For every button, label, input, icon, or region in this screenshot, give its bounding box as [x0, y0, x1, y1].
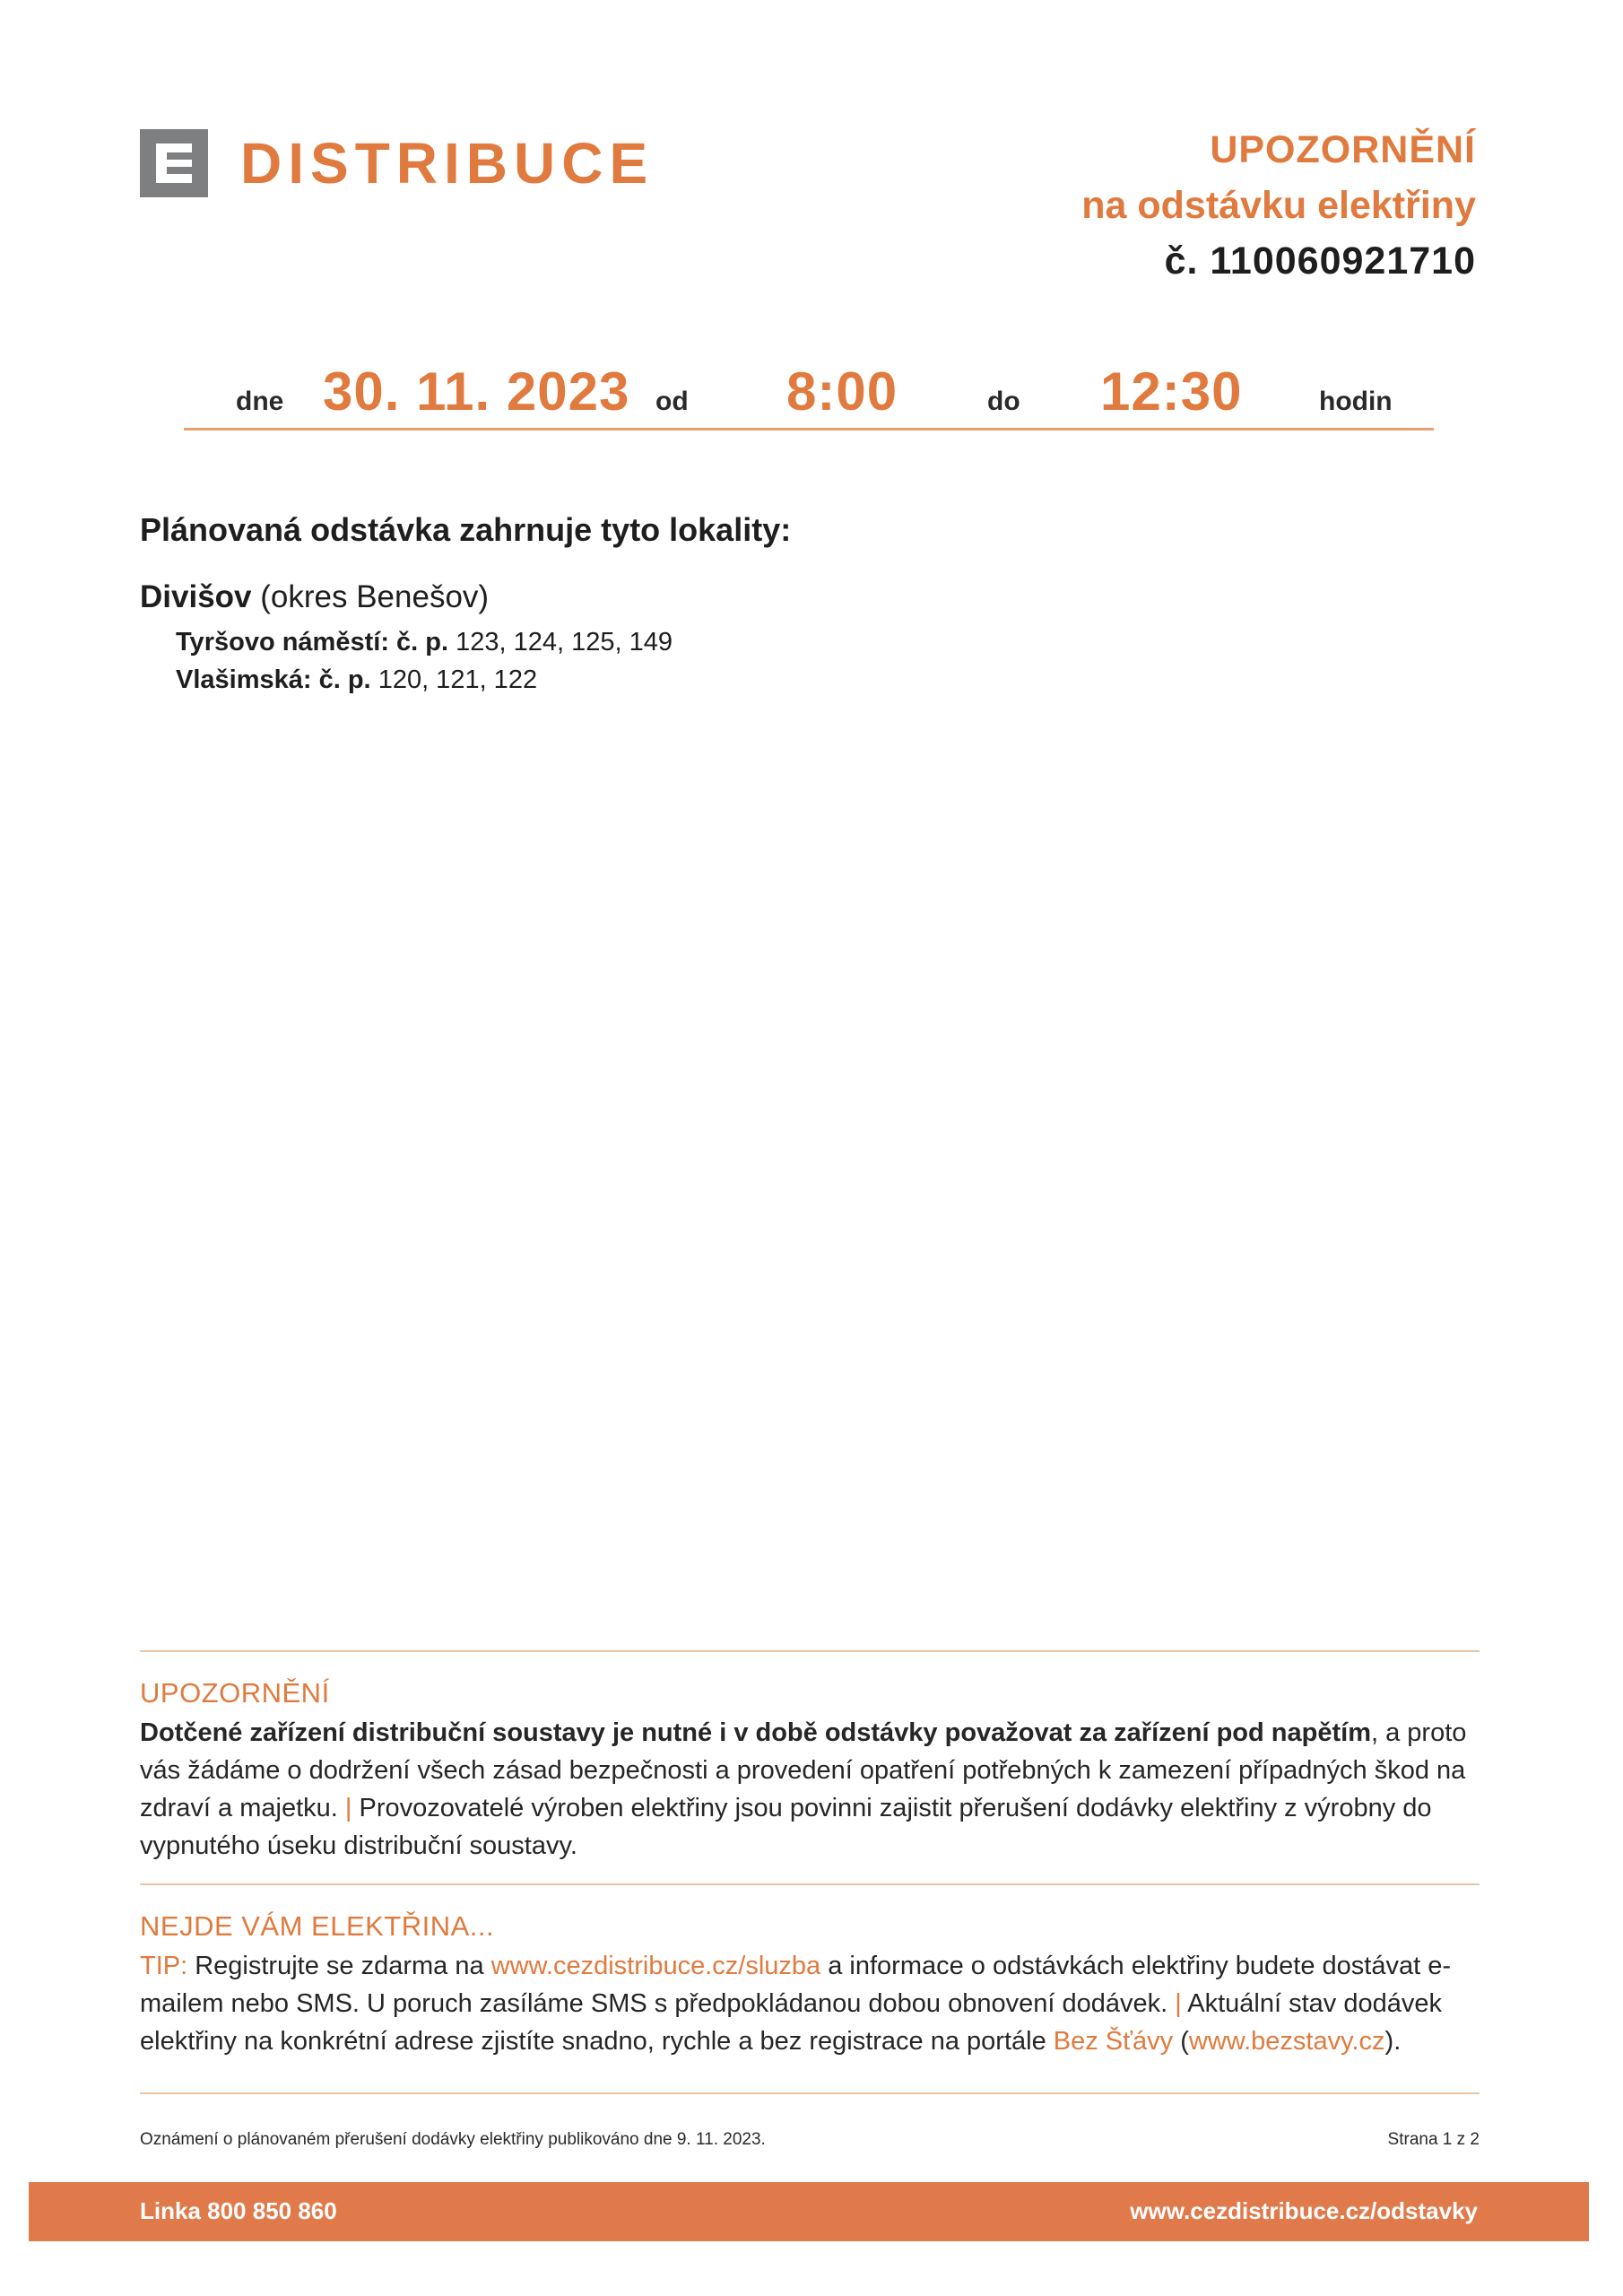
footer-bar [29, 2182, 1589, 2241]
locality-town [140, 579, 489, 615]
separator: | [1175, 1989, 1182, 2018]
street-name: Tyršovo náměstí: č. p. [176, 628, 449, 657]
street-numbers: 123, 124, 125, 149 [456, 628, 673, 657]
localities-title: Plánovaná odstávka zahrnuje tyto lokality: [140, 511, 792, 548]
separator: | [344, 1794, 352, 1822]
divider [140, 1650, 1480, 1652]
info-text-part: a informace o odstávkách elektřiny budete dostávat e-mailem nebo SMS. U poruch zasíláme SMS s předpokládanou dobou obnovení dodávek. [140, 1952, 1452, 2018]
info-title: NEJDE VÁM ELEKTŘINA... [140, 1910, 495, 1942]
outages-website-link[interactable]: www.cezdistribuce.cz/odstavky [1130, 2197, 1478, 2224]
warning-text-part: Provozovatelé výroben elektřiny jsou povinni zajistit přerušení dodávky elektřiny z výrobny do vypnutého úseku distribuční soustavy. [140, 1794, 1432, 1860]
portal-name: Bez Šťávy [1053, 2027, 1174, 2056]
info-text-part: Registrujte se zdarma na [195, 1952, 484, 1980]
od-label: od [655, 387, 689, 416]
divider [140, 1883, 1480, 1885]
paren: ). [1384, 2027, 1402, 2056]
outage-from-time: 8:00 [786, 361, 898, 422]
registration-link[interactable]: www.cezdistribuce.cz/sluzba [490, 1952, 821, 1980]
cez-logo-icon [140, 129, 208, 197]
dne-label: dne [236, 387, 284, 416]
warning-text-part: , a proto vás žádáme o dodržení všech zásad bezpečnosti a provedení opatření potřebných k zamezení případných škod na zdraví a majetku. [140, 1718, 1467, 1822]
info-text-part: Aktuální stav dodávek elektřiny na konkrétní adrese zjistíte snadno, rychle a bez registrace na portále [140, 1989, 1442, 2056]
notice-header [1081, 122, 1476, 289]
logo-text: DISTRIBUCE [240, 131, 655, 196]
page-number: Strana 1 z 2 [1387, 2130, 1480, 2149]
hodin-label: hodin [1319, 387, 1393, 416]
town-name: Divišov [140, 579, 252, 614]
publication-note: Oznámení o plánovaném přerušení dodávky elektřiny publikováno dne 9. 11. 2023. [140, 2130, 766, 2149]
notice-title: UPOZORNĚNÍ [1210, 128, 1476, 171]
notice-number: č. 110060921710 [1164, 239, 1476, 283]
outage-schedule [184, 359, 1434, 430]
tip-label: TIP: [140, 1952, 188, 1980]
town-district: (okres Benešov) [260, 579, 490, 614]
paren: ( [1180, 2027, 1189, 2056]
outage-to-time: 12:30 [1100, 361, 1243, 422]
info-text [140, 1947, 1485, 2060]
street-numbers: 120, 121, 122 [378, 665, 538, 694]
warning-bold-text: Dotčené zařízení distribuční soustavy je nutné i v době odstávky považovat za zařízení pod napětím [140, 1718, 1371, 1747]
bezstavy-link[interactable]: www.bezstavy.cz [1188, 2027, 1385, 2056]
street-name: Vlašimská: č. p. [176, 665, 371, 694]
hotline[interactable]: Linka 800 850 860 [140, 2197, 337, 2224]
do-label: do [987, 387, 1020, 416]
warning-text [140, 1714, 1485, 1865]
notice-subtitle: na odstávku elektřiny [1081, 184, 1476, 227]
street-item [176, 628, 673, 657]
outage-date: 30. 11. 2023 [323, 361, 630, 422]
divider [140, 2092, 1480, 2094]
warning-title: UPOZORNĚNÍ [140, 1677, 330, 1709]
street-item [176, 665, 537, 695]
distribuce-logo [140, 129, 654, 197]
